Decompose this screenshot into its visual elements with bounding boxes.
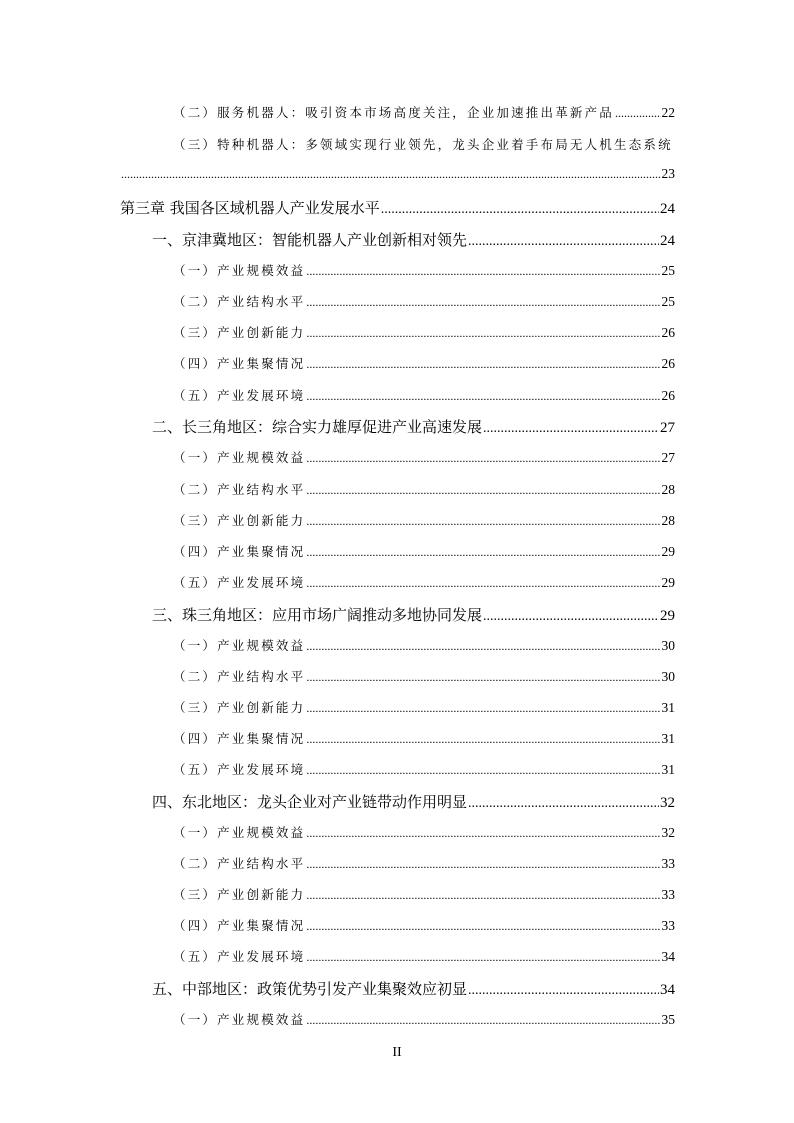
toc-subsection[interactable]	[0, 760, 794, 784]
toc-subsection-page: 26	[661, 388, 675, 403]
toc-subsection[interactable]	[0, 354, 794, 378]
toc-subsection[interactable]	[0, 823, 794, 847]
toc-section-page: 24	[660, 233, 675, 249]
toc-subsection-page: 29	[661, 575, 675, 590]
toc-subsection[interactable]	[0, 386, 794, 410]
dot-leader	[306, 639, 660, 654]
toc-section-label: 四、东北地区：龙头企业对产业链带动作用明显	[152, 793, 468, 811]
toc-subsection[interactable]	[0, 729, 794, 753]
toc-entry-label-wrapped[interactable]: （三）特种机器人：多领域实现行业领先，龙头企业着手布局无人机生态系统	[173, 137, 673, 152]
toc-subsection-page: 33	[661, 918, 675, 933]
toc-subsection-label: （一）产业规模效益	[173, 263, 306, 278]
toc-subsection-label: （三）产业创新能力	[173, 887, 306, 902]
dot-leader	[306, 514, 660, 529]
dot-leader	[615, 106, 660, 121]
toc-subsection[interactable]	[0, 885, 794, 909]
toc-subsection-label: （一）产业规模效益	[173, 638, 306, 653]
toc-subsection-label: （三）产业创新能力	[173, 325, 306, 340]
toc-section[interactable]	[0, 791, 794, 815]
toc-section-page: 34	[660, 982, 675, 998]
dot-leader	[306, 264, 660, 279]
dot-leader	[306, 950, 660, 965]
toc-subsection-page: 28	[661, 513, 675, 528]
toc-subsection-page: 30	[661, 669, 675, 684]
toc-entry-continuation[interactable]	[0, 166, 794, 190]
dot-leader	[306, 732, 660, 747]
toc-section-label: 一、京津冀地区：智能机器人产业创新相对领先	[152, 231, 468, 249]
dot-leader	[306, 326, 660, 341]
toc-subsection-label: （三）产业创新能力	[173, 513, 306, 528]
dot-leader	[306, 763, 660, 778]
dot-leader	[306, 295, 660, 310]
toc-subsection[interactable]	[0, 854, 794, 878]
toc-subsection-page: 27	[661, 450, 675, 465]
toc-subsection-label: （二）产业结构水平	[173, 482, 306, 497]
toc-subsection[interactable]	[0, 636, 794, 660]
toc-section[interactable]	[0, 229, 794, 253]
dot-leader	[306, 483, 660, 498]
dot-leader	[483, 421, 659, 437]
toc-subsection-label: （四）产业集聚情况	[173, 731, 306, 746]
toc-subsection-page: 29	[661, 544, 675, 559]
toc-subsection-label: （二）产业结构水平	[173, 856, 306, 871]
toc-subsection-page: 30	[661, 638, 675, 653]
toc-subsection-page: 32	[661, 825, 675, 840]
toc-subsection[interactable]	[0, 261, 794, 285]
toc-subsection[interactable]	[0, 323, 794, 347]
toc-subsection-label: （五）产业发展环境	[173, 575, 306, 590]
toc-subsection[interactable]	[0, 1010, 794, 1034]
dot-leader	[306, 357, 660, 372]
toc-section[interactable]	[0, 604, 794, 628]
toc-section-page: 32	[660, 795, 675, 811]
toc-section-label: 二、长三角地区：综合实力雄厚促进产业高速发展	[152, 418, 483, 436]
toc-subsection-page: 26	[661, 356, 675, 371]
toc-subsection-page: 31	[661, 700, 675, 715]
toc-subsection-label: （四）产业集聚情况	[173, 544, 306, 559]
toc-subsection-page: 25	[661, 294, 675, 309]
dot-leader	[483, 609, 659, 625]
toc-subsection[interactable]	[0, 511, 794, 535]
dot-leader	[306, 1013, 660, 1028]
toc-subsection-label: （五）产业发展环境	[173, 949, 306, 964]
toc-subsection[interactable]	[0, 573, 794, 597]
toc-subsection-label: （二）产业结构水平	[173, 669, 306, 684]
dot-leader	[381, 202, 659, 218]
dot-leader	[121, 167, 661, 182]
page-number: II	[392, 1045, 402, 1060]
toc-subsection-label: （一）产业规模效益	[173, 825, 306, 840]
toc-entry-page: 23	[661, 166, 675, 181]
toc-subsection-page: 35	[661, 1012, 675, 1027]
dot-leader	[306, 451, 660, 466]
toc-subsection[interactable]	[0, 916, 794, 940]
dot-leader	[306, 919, 660, 934]
toc-entry-label: （二）服务机器人：吸引资本市场高度关注，企业加速推出革新产品	[173, 105, 615, 120]
toc-subsection-page: 31	[661, 762, 675, 777]
toc-section[interactable]	[0, 978, 794, 1002]
toc-subsection[interactable]	[0, 947, 794, 971]
dot-leader	[468, 796, 659, 812]
toc-section[interactable]	[0, 416, 794, 440]
toc-section-page: 27	[660, 420, 675, 436]
toc-subsection-page: 28	[661, 482, 675, 497]
toc-subsection-page: 25	[661, 263, 675, 278]
toc-subsection-label: （五）产业发展环境	[173, 388, 306, 403]
toc-section-label: 五、中部地区：政策优势引发产业集聚效应初显	[152, 980, 468, 998]
toc-section-page: 29	[660, 608, 675, 624]
dot-leader	[306, 826, 660, 841]
dot-leader	[306, 389, 660, 404]
toc-subsection-label: （二）产业结构水平	[173, 294, 306, 309]
toc-subsection[interactable]	[0, 292, 794, 316]
toc-subsection[interactable]	[0, 542, 794, 566]
toc-subsection[interactable]	[0, 480, 794, 504]
toc-subsection-label: （一）产业规模效益	[173, 1012, 306, 1027]
toc-subsection[interactable]	[0, 698, 794, 722]
dot-leader	[306, 545, 660, 560]
toc-subsection-page: 34	[661, 949, 675, 964]
dot-leader	[306, 701, 660, 716]
toc-subsection-label: （三）产业创新能力	[173, 700, 306, 715]
dot-leader	[306, 857, 660, 872]
toc-subsection-label: （五）产业发展环境	[173, 762, 306, 777]
toc-subsection-label: （四）产业集聚情况	[173, 356, 306, 371]
toc-subsection[interactable]	[0, 448, 794, 472]
toc-subsection-label: （四）产业集聚情况	[173, 918, 306, 933]
toc-chapter-label: 第三章 我国各区域机器人产业发展水平	[120, 199, 380, 217]
toc-section-label: 三、珠三角地区：应用市场广阔推动多地协同发展	[152, 606, 483, 624]
dot-leader	[306, 888, 660, 903]
toc-subsection-page: 33	[661, 887, 675, 902]
toc-subsection-page: 31	[661, 731, 675, 746]
toc-entry-page: 22	[661, 105, 675, 120]
toc-subsection-page: 26	[661, 325, 675, 340]
toc-chapter[interactable]	[0, 197, 794, 221]
toc-subsection-label: （一）产业规模效益	[173, 450, 306, 465]
dot-leader	[468, 234, 659, 250]
dot-leader	[306, 670, 660, 685]
toc-subsection-page: 33	[661, 856, 675, 871]
toc-entry[interactable]	[0, 103, 794, 127]
toc-subsection[interactable]	[0, 667, 794, 691]
dot-leader	[306, 576, 660, 591]
toc-chapter-page: 24	[660, 201, 675, 217]
dot-leader	[468, 983, 659, 999]
